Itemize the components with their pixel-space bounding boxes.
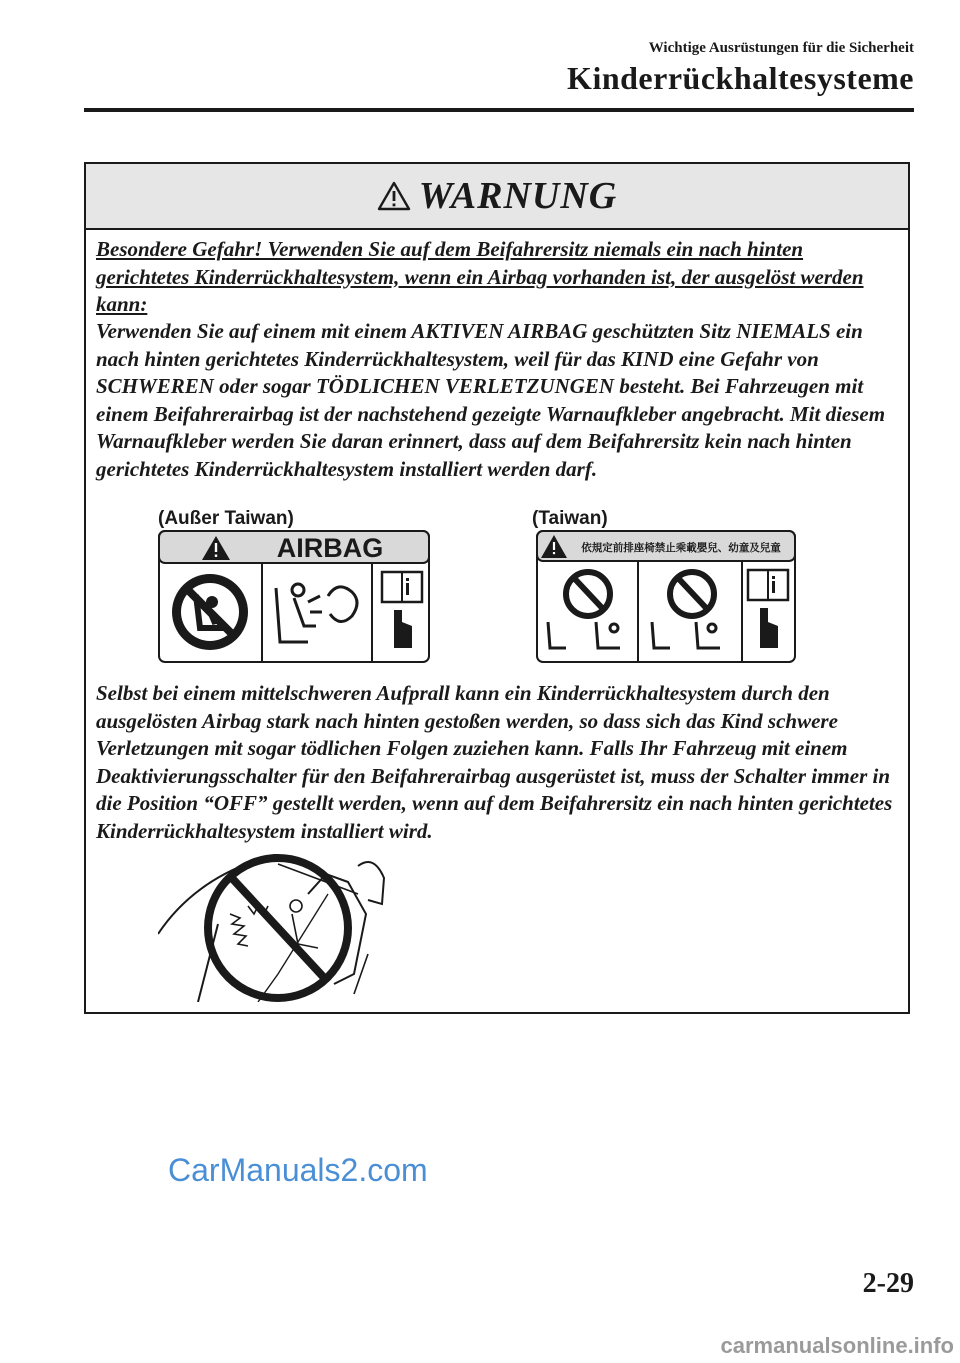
watermark: CarManuals2.com — [168, 1152, 428, 1188]
taiwan-warning-sticker — [536, 530, 796, 663]
warning-second-paragraph: Selbst bei einem mittelschweren Aufprall kann ein Kinderrückhaltesystem durch den ausgelösten Airbag stark nach hinten gestoßen werden, so dass sich das Kind schwere Verletzungen mit sogar tödlichen Folgen zuziehen kann. Falls Ihr Fahrzeug mit einem Deaktivierungsschalter für den Beifahrerairbag ausgerüstet ist, muss der Schalter immer in die Position “OFF” gestellt werden, wenn auf dem Beifahrersitz ein nach hinten gerichtetes Kinderrückhaltesystem installiert wird. — [96, 681, 893, 843]
airbag-prohibition-illustration — [158, 854, 418, 1002]
airbag-warning-sticker — [158, 530, 430, 663]
section-header: Wichtige Ausrüstungen für die Sicherheit — [648, 40, 914, 56]
footer-site: carmanualsonline.info — [720, 1333, 954, 1358]
warning-intro: Besondere Gefahr! Verwenden Sie auf dem Beifahrersitz niemals ein nach hinten gerichtetes Kinderrückhaltesystem, wenn ein Airbag vorhanden ist, der ausgelöst werden kann: — [96, 237, 864, 316]
sticker-banner: AIRBAG — [276, 533, 384, 563]
warning-body: Verwenden Sie auf einem mit einem AKTIVEN AIRBAG geschützten Sitz NIEMALS ein nach hinten gerichtetes Kinderrückhaltesystem, weil für das KIND eine Gefahr von SCHWEREN oder sogar TÖDLICHEN VERLETZUNGEN besteht. Bei Fahrzeugen mit einem Beifahrerairbag ist der nachstehend gezeigte Warnaufkleber angebracht. Mit diesem Warnaufkleber werden Sie daran erinnert, dass auf dem Beifahrersitz kein nach hinten gerichtetes Kinderrückhaltesystem installiert werden darf. — [96, 319, 886, 481]
page-number: 2-29 — [862, 1268, 914, 1299]
sticker-banner-chinese: 依規定前排座椅禁止乘載嬰兒、幼童及兒童 — [581, 542, 781, 554]
warning-triangle-icon — [377, 181, 411, 211]
header-divider — [84, 108, 914, 112]
warning-label: WARNUNG — [418, 175, 618, 217]
warning-box — [84, 162, 910, 1014]
page-title: Kinderrückhaltesysteme — [567, 60, 914, 96]
no-child-seat-icon — [172, 574, 248, 650]
sticker-caption-non-taiwan: (Außer Taiwan) — [158, 508, 294, 529]
warning-header — [86, 164, 908, 230]
sticker-caption-taiwan: (Taiwan) — [532, 508, 608, 529]
